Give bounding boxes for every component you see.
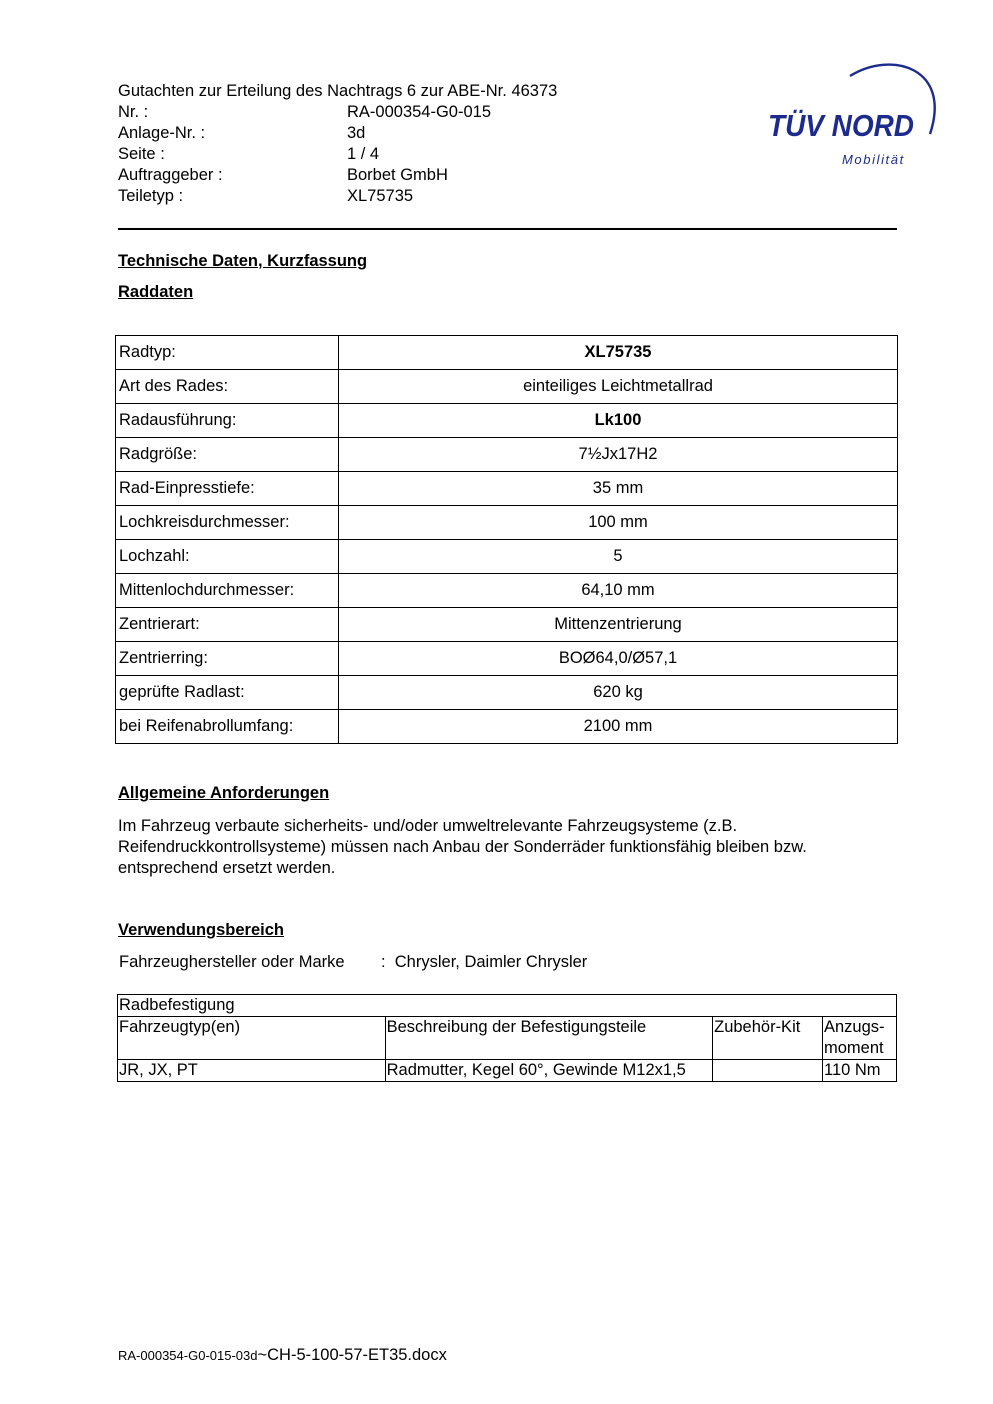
table-cell-value: 5 xyxy=(339,540,898,574)
table-cell: Radmutter, Kegel 60°, Gewinde M12x1,5 xyxy=(385,1060,712,1082)
footer-filename xyxy=(118,1344,447,1367)
table-row xyxy=(116,608,898,642)
footer-suffix: ~CH-5-100-57-ET35.docx xyxy=(257,1346,447,1364)
raddaten-table xyxy=(115,335,898,744)
table-cell: JR, JX, PT xyxy=(118,1060,386,1082)
table-cell-label: geprüfte Radlast: xyxy=(116,676,339,710)
table-row xyxy=(116,472,898,506)
column-header: Anzugs-moment xyxy=(823,1017,897,1060)
table-cell-label: Radtyp: xyxy=(116,336,339,370)
table-row xyxy=(116,336,898,370)
table-header-row xyxy=(118,1017,897,1060)
section-heading-technische-daten: Technische Daten, Kurzfassung xyxy=(118,252,368,270)
section-heading-allgemeine-anforderungen: Allgemeine Anforderungen xyxy=(118,784,330,802)
logo-tagline-text: Mobilität xyxy=(842,152,905,167)
hersteller-value: Chrysler, Daimler Chrysler xyxy=(394,953,588,971)
table-cell-label: Lochzahl: xyxy=(116,540,339,574)
table-cell-value: Lk100 xyxy=(339,404,898,438)
table-cell-value: 2100 mm xyxy=(339,710,898,744)
radbefestigung-table xyxy=(117,994,897,1082)
header-value: RA-000354-G0-015 xyxy=(347,103,492,121)
header-value: 1 / 4 xyxy=(347,145,380,163)
table-cell-value: XL75735 xyxy=(339,336,898,370)
header-value: 3d xyxy=(347,124,366,142)
header-label: Nr. : xyxy=(118,103,149,121)
table-row xyxy=(116,438,898,472)
header-row-seite xyxy=(118,144,491,165)
document-title: Gutachten zur Erteilung des Nachtrags 6 zur ABE-Nr. 46373 xyxy=(118,82,558,100)
header-label: Anlage-Nr. : xyxy=(118,124,206,142)
table-cell-label: Radgröße: xyxy=(116,438,339,472)
column-header: Zubehör-Kit xyxy=(713,1017,823,1060)
table-cell-value: 100 mm xyxy=(339,506,898,540)
table-cell-label: Radausführung: xyxy=(116,404,339,438)
table-cell-value: Mittenzentrierung xyxy=(339,608,898,642)
column-header: Beschreibung der Befestigungsteile xyxy=(385,1017,712,1060)
header-row-nr xyxy=(118,102,491,123)
table-row xyxy=(116,370,898,404)
hersteller-label: Fahrzeughersteller oder Marke xyxy=(119,953,345,971)
table-title-row xyxy=(118,995,897,1017)
header-row-teiletyp xyxy=(118,186,491,207)
header-label: Seite : xyxy=(118,145,165,163)
header-label: Teiletyp : xyxy=(118,187,184,205)
table-cell xyxy=(713,1060,823,1082)
hersteller-separator: : xyxy=(381,953,386,971)
table-cell-label: Zentrierart: xyxy=(116,608,339,642)
header-value: XL75735 xyxy=(347,187,414,205)
verwendung-hersteller xyxy=(119,952,587,973)
table-row xyxy=(116,574,898,608)
column-header: Fahrzeugtyp(en) xyxy=(118,1017,386,1060)
table-row xyxy=(116,404,898,438)
table-cell-value: 64,10 mm xyxy=(339,574,898,608)
table-row xyxy=(116,642,898,676)
section-heading-verwendungsbereich: Verwendungsbereich xyxy=(118,921,284,939)
logo-brand-text: TÜV NORD xyxy=(768,108,914,143)
table-cell-label: bei Reifenabrollumfang: xyxy=(116,710,339,744)
table-title-cell: Radbefestigung xyxy=(118,995,897,1017)
header-row-anlage xyxy=(118,123,491,144)
table-cell-value: 35 mm xyxy=(339,472,898,506)
section-heading-raddaten: Raddaten xyxy=(118,283,194,301)
table-cell-label: Rad-Einpresstiefe: xyxy=(116,472,339,506)
header-value: Borbet GmbH xyxy=(347,166,448,184)
table-cell-label: Zentrierring: xyxy=(116,642,339,676)
header-info xyxy=(118,102,491,207)
table-cell-value: einteiliges Leichtmetallrad xyxy=(339,370,898,404)
table-cell-value: 620 kg xyxy=(339,676,898,710)
table-row xyxy=(116,506,898,540)
header-row-auftraggeber xyxy=(118,165,491,186)
header-divider xyxy=(118,228,897,230)
table-row xyxy=(116,540,898,574)
table-cell-value: BOØ64,0/Ø57,1 xyxy=(339,642,898,676)
header-label: Auftraggeber : xyxy=(118,166,223,184)
table-cell-label: Mittenlochdurchmesser: xyxy=(116,574,339,608)
table-cell-label: Lochkreisdurchmesser: xyxy=(116,506,339,540)
table-row xyxy=(116,710,898,744)
allgemeine-anforderungen-text: Im Fahrzeug verbaute sicherheits- und/oder umweltrelevante Fahrzeugsysteme (z.B. Reifendruckkontrollsysteme) müssen nach Anbau der Sonderräder funktionsfähig bleiben bzw. entsprechend ersetzt werden. xyxy=(118,817,807,877)
table-cell-label: Art des Rades: xyxy=(116,370,339,404)
table-row xyxy=(116,676,898,710)
table-row xyxy=(118,1060,897,1082)
table-cell-value: 7½Jx17H2 xyxy=(339,438,898,472)
footer-prefix: RA-000354-G0-015-03d xyxy=(118,1348,258,1363)
table-cell: 110 Nm xyxy=(823,1060,897,1082)
tuv-nord-logo xyxy=(762,58,942,170)
